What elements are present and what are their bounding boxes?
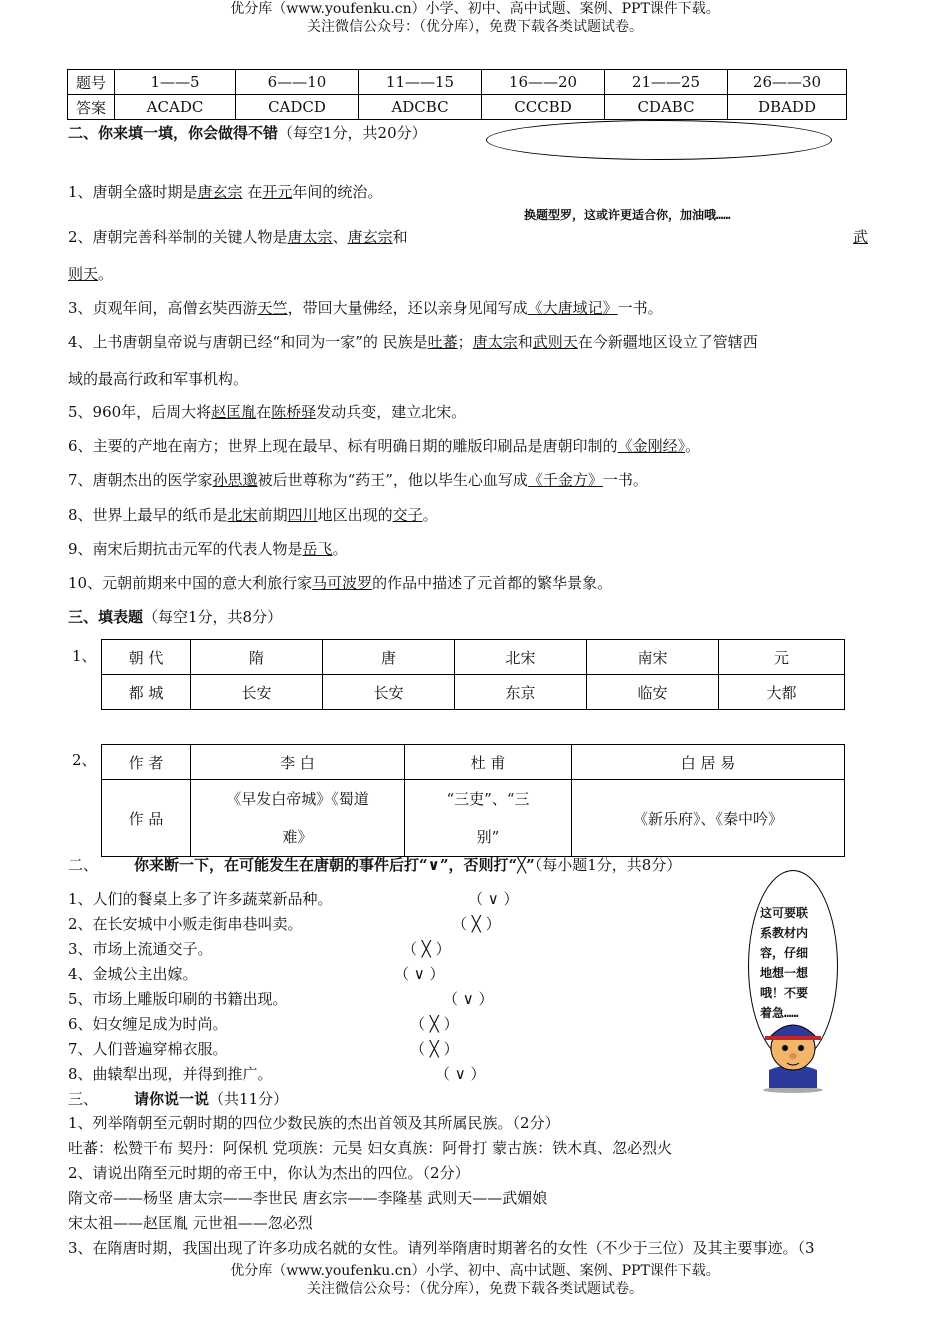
oval-shape (486, 120, 832, 160)
answer-5-2a: 隋文帝——杨坚 唐太宗——李世民 唐玄宗——李隆基 武则天——武媚娘 (68, 1189, 548, 1207)
table-cell: 16——20 (482, 70, 605, 95)
table-cell: 白 居 易 (572, 745, 845, 780)
list-item: 7、人们普遍穿棉衣服。 (68, 1040, 228, 1058)
list-item: 6、妇女缠足成为时尚。 (68, 1015, 228, 1033)
judgement-answer: （ ∨ ） (443, 990, 494, 1008)
table-cell: 作 品 (102, 780, 191, 857)
answer-blank: 陈桥驿 (271, 403, 317, 421)
table-cell: 题号 (68, 70, 115, 95)
table-cell: 杜 甫 (405, 745, 572, 780)
answer-blank: 吐蕃 (427, 333, 458, 351)
answer-blank: 武则天 (532, 333, 578, 351)
table-cell: 元 (719, 640, 845, 675)
table-cell: 北宋 (455, 640, 587, 675)
question-2-10: 10、元朝前期来中国的意大利旅行家马可波罗的作品中描述了元首都的繁华景象。 (68, 574, 613, 592)
answer-blank: 马可波罗 (312, 574, 373, 592)
answer-blank: 孙思邈 (212, 471, 258, 489)
answer-blank: 则天 (68, 265, 99, 283)
section-title: 三、填表题 (68, 608, 144, 626)
answer-blank: 《千金方》 (527, 471, 603, 489)
question-2-1: 1、唐朝全盛时期是唐玄宗 在开元年间的统治。 (68, 183, 383, 201)
section-4-title (68, 855, 681, 875)
answer-blank: 交子 (392, 506, 423, 524)
question-2-9: 9、南宋后期抗击元军的代表人物是岳飞。 (68, 540, 348, 558)
footer-line-1: 优分库（www.youfenku.cn）小学、初中、高中试题、案例、PPT课件下载。 (230, 1263, 720, 1279)
answer-table (67, 69, 847, 120)
section-number: 二、 (68, 856, 99, 874)
section-3-title (68, 607, 282, 627)
table-1-number: 1、 (72, 647, 97, 665)
section-score: （每小题1分，共8分） (534, 856, 682, 874)
table-cell: CCCBD (482, 95, 605, 120)
answer-blank: 四川 (287, 506, 318, 524)
list-item: 5、市场上雕版印刷的书籍出现。 (68, 990, 288, 1008)
answer-blank: 唐玄宗 (347, 228, 393, 246)
judgement-answer: （ ∨ ） (435, 1065, 486, 1083)
table-cell: 都 城 (102, 675, 191, 710)
answer-blank: 唐太宗 (472, 333, 518, 351)
table-cell: ADCBC (359, 95, 482, 120)
footer-line-2: 关注微信公众号：（优分库），免费下载各类试题试卷。 (307, 1281, 643, 1297)
table-cell: 作 者 (102, 745, 191, 780)
table-cell: 唐 (323, 640, 455, 675)
section-2-title (68, 123, 427, 143)
section-number: 三、 (68, 1090, 99, 1108)
question-5-3: 3、在隋唐时期，我国出现了许多功成名就的女性。请列举隋唐时期著名的女性（不少于三位）及其主要事迹。（3 (68, 1239, 815, 1257)
question-2-3: 3、贞观年间，高僧玄奘西游天竺，带回大量佛经，还以亲身见闻写成《大唐域记》一书。 (68, 299, 663, 317)
answer-blank: 武 (853, 228, 869, 246)
question-2-8: 8、世界上最早的纸币是北宋前期四川地区出现的交子。 (68, 506, 438, 524)
question-2-5: 5、960年，后周大将赵匡胤在陈桥驿发动兵变，建立北宋。 (68, 403, 467, 421)
table-cell: 临安 (587, 675, 719, 710)
table-cell: 南宋 (587, 640, 719, 675)
table-cell: 朝 代 (102, 640, 191, 675)
poet-table (101, 744, 845, 857)
list-item: 1、人们的餐桌上多了许多蔬菜新品种。 (68, 890, 333, 908)
cartoon-kid-icon (755, 1010, 831, 1094)
section-title: 二、你来填一填，你会做得不错 (68, 124, 279, 142)
page-header (0, 0, 950, 36)
table-cell: 长安 (323, 675, 455, 710)
list-item: 3、市场上流通交子。 (68, 940, 213, 958)
judgement-answer: （ ╳ ） (410, 1015, 459, 1033)
section-title: 你来断一下，在可能发生在唐朝的事件后打“∨”，否则打“╳” (134, 856, 535, 874)
answer-blank: 开元 (262, 183, 293, 201)
header-line-2: 关注微信公众号：（优分库），免费下载各类试题试卷。 (307, 19, 643, 35)
question-5-2: 2、请说出隋至元时期的帝王中，你认为杰出的四位。（2分） (68, 1164, 470, 1182)
question-2-4-cont: 域的最高行政和军事机构。 (68, 370, 249, 388)
table-cell: 21——25 (605, 70, 728, 95)
table-cell: 李 白 (191, 745, 405, 780)
table-cell: ACADC (115, 95, 236, 120)
page-footer (0, 1262, 950, 1298)
table-cell: CDABC (605, 95, 728, 120)
question-2-2: 2、唐朝完善科举制的关键人物是唐太宗、唐玄宗和 (68, 228, 408, 246)
question-2-7: 7、唐朝杰出的医学家孙思邈被后世尊称为“药王”，他以毕生心血写成《千金方》一书。 (68, 471, 648, 489)
section-score: （共11分） (209, 1090, 289, 1108)
answer-blank: 唐太宗 (287, 228, 333, 246)
header-line-1: 优分库（www.youfenku.cn）小学、初中、高中试题、案例、PPT课件下载。 (230, 1, 720, 17)
section-score: （每空1分，共20分） (278, 124, 427, 142)
judgement-answer: （ ╳ ） (402, 940, 451, 958)
table-cell: 11——15 (359, 70, 482, 95)
answer-blank: 岳飞 (302, 540, 333, 558)
table-cell: 长安 (191, 675, 323, 710)
answer-blank: 《金刚经》 (617, 437, 686, 455)
answer-blank: 北宋 (227, 506, 258, 524)
question-2-4: 4、上书唐朝皇帝说与唐朝已经“和同为一家”的 民族是吐蕃；唐太宗和武则天在今新疆地区设立了管辖西 (68, 333, 758, 351)
list-item: 2、在长安城中小贩走街串巷叫卖。 (68, 915, 303, 933)
table-cell: 东京 (455, 675, 587, 710)
judgement-answer: （ ╳ ） (452, 915, 501, 933)
answer-blank: 《大唐域记》 (527, 299, 618, 317)
table-cell: 隋 (191, 640, 323, 675)
judgement-answer: （ ∨ ） (468, 890, 519, 908)
answer-blank: 天竺 (257, 299, 288, 317)
table-2-number: 2、 (72, 751, 97, 769)
table-cell: DBADD (728, 95, 847, 120)
question-5-1: 1、列举隋朝至元朝时期的四位少数民族的杰出首领及其所属民族。（2分） (68, 1114, 560, 1132)
table-cell: CADCD (236, 95, 359, 120)
section-title: 请你说一说 (134, 1090, 210, 1108)
judgement-answer: （ ∨ ） (394, 965, 445, 983)
question-2-6: 6、主要的产地在南方；世界上现在最早、标有明确日期的雕版印刷品是唐朝印制的《金刚经》。 (68, 437, 701, 455)
answer-5-2b: 宋太祖——赵匡胤 元世祖——忽必烈 (68, 1214, 313, 1232)
encouragement-tip: 换题型罗，这或许更适合你，加油哦…… (524, 208, 731, 222)
answer-blank: 赵匡胤 (211, 403, 257, 421)
table-cell: “三吏”、“三 别” (405, 780, 572, 857)
capital-table (101, 639, 845, 710)
list-item: 4、金城公主出嫁。 (68, 965, 198, 983)
list-item: 8、曲辕犁出现，并得到推广。 (68, 1065, 273, 1083)
table-cell: 答案 (68, 95, 115, 120)
answer-blank: 唐玄宗 (197, 183, 243, 201)
table-cell: 大都 (719, 675, 845, 710)
table-cell: 《早发白帝城》《蜀道 难》 (191, 780, 405, 857)
judgement-answer: （ ╳ ） (410, 1040, 459, 1058)
section-score: （每空1分，共8分） (143, 608, 283, 626)
table-cell: 26——30 (728, 70, 847, 95)
question-2-2-cont: 则天。 (68, 265, 114, 283)
section-5-title (68, 1089, 288, 1109)
table-cell: 《新乐府》、《秦中吟》 (572, 780, 845, 857)
table-cell: 1——5 (115, 70, 236, 95)
bubble-text: 这可要联 系教材内 容，仔细 地想一想 哦！不要 着急…… (760, 906, 809, 1020)
table-cell: 6——10 (236, 70, 359, 95)
answer-5-1: 吐蕃：松赞干布 契丹：阿保机 党项族：元昊 妇女真族：阿骨打 蒙古族：铁木真、忽必烈火 (68, 1139, 673, 1157)
